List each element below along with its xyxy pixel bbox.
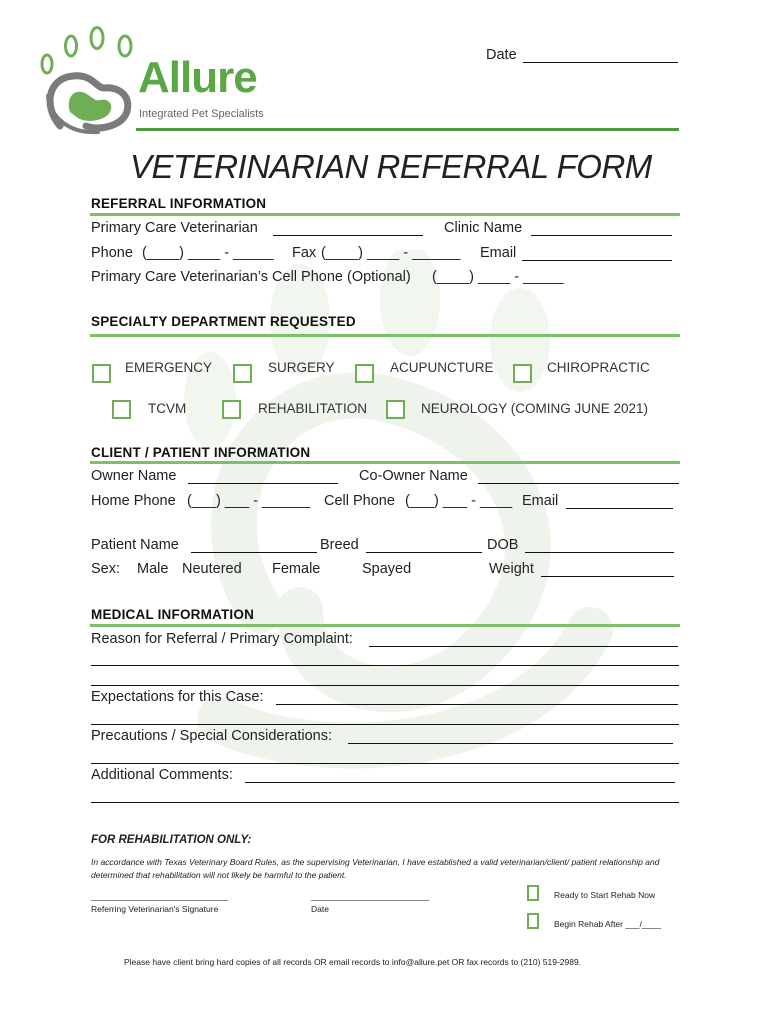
chiropractic-label: CHIROPRACTIC: [547, 360, 650, 375]
ready-now-label: Ready to Start Rehab Now: [554, 890, 656, 900]
cell-phone-label: Cell Phone: [324, 493, 395, 509]
rehab-statement: In accordance with Texas Veterinary Board Rules, as the supervising Veterinarian, I have established a valid veterinarian/client/ patient relationship and determined that rehabilitation will not likely be harmful to the patient.: [91, 857, 660, 880]
home-phone-field[interactable]: (___) ___ - ______: [187, 493, 311, 509]
coowner-field[interactable]: [478, 483, 679, 484]
precautions-field-line[interactable]: [91, 763, 679, 764]
precautions-label: Precautions / Special Considerations:: [91, 728, 332, 744]
clinic-field[interactable]: [531, 235, 672, 236]
section-rule: [90, 334, 680, 337]
patient-name-field[interactable]: [191, 552, 317, 553]
acupuncture-checkbox[interactable]: [355, 364, 374, 383]
rehab-date-field[interactable]: _________________________: [311, 891, 430, 901]
coowner-label: Co-Owner Name: [359, 468, 468, 484]
section-rule: [90, 213, 680, 216]
client-email-label: Email: [522, 493, 559, 509]
reason-label: Reason for Referral / Primary Complaint:: [91, 631, 353, 647]
date-label: Date: [486, 47, 517, 63]
footer-text-after: OR fax records to (210) 519-2989.: [451, 957, 582, 967]
dob-field[interactable]: [525, 552, 674, 553]
fax-label: Fax: [292, 245, 317, 261]
allure-paw-logo: [38, 26, 143, 138]
pcv-label: Primary Care Veterinarian: [91, 220, 258, 236]
section-rule: [90, 461, 680, 464]
footer-note: [124, 957, 581, 967]
emergency-label: EMERGENCY: [125, 360, 213, 375]
sex-spayed-option[interactable]: Spayed: [362, 561, 412, 577]
weight-field[interactable]: [541, 576, 674, 577]
rehab-date-label: Date: [311, 904, 329, 914]
begin-after-label: Begin Rehab After ___/____: [554, 919, 661, 929]
dob-label: DOB: [487, 537, 519, 553]
client-heading: CLIENT / PATIENT INFORMATION: [91, 445, 311, 460]
breed-label: Breed: [320, 537, 359, 553]
acupuncture-label: ACUPUNCTURE: [390, 360, 494, 375]
footer-text-before: Please have client bring hard copies of all records OR email records to: [124, 957, 390, 967]
comments-field-line[interactable]: [91, 802, 679, 803]
surgery-checkbox[interactable]: [233, 364, 252, 383]
rehabilitation-checkbox[interactable]: [222, 400, 241, 419]
tcvm-label: TCVM: [148, 401, 187, 416]
begin-after-checkbox[interactable]: [527, 913, 539, 929]
pcv-field[interactable]: [273, 235, 423, 236]
email-label: Email: [480, 245, 517, 261]
medical-heading: MEDICAL INFORMATION: [91, 607, 255, 622]
cell-phone-field[interactable]: (___) ___ - ____: [405, 493, 513, 509]
expectations-field[interactable]: [276, 704, 678, 705]
surgery-label: SURGERY: [268, 360, 335, 375]
owner-label: Owner Name: [91, 468, 177, 484]
reason-field[interactable]: [369, 646, 678, 647]
fax-field[interactable]: (____) ____ - ______: [321, 245, 461, 261]
email-field[interactable]: [522, 260, 672, 261]
precautions-field[interactable]: [348, 743, 673, 744]
pcv-cell-label: Primary Care Veterinarian’s Cell Phone (Optional): [91, 269, 411, 285]
sex-neutered-option[interactable]: Neutered: [182, 561, 242, 577]
ready-now-checkbox[interactable]: [527, 885, 539, 901]
section-rule: [90, 624, 680, 627]
emergency-checkbox[interactable]: [92, 364, 111, 383]
rehab-heading: FOR REHABILITATION ONLY:: [91, 834, 252, 846]
form-title: VETERINARIAN REFERRAL FORM: [130, 148, 652, 185]
referral-heading: REFERRAL INFORMATION: [91, 196, 267, 211]
rehabilitation-label: REHABILITATION: [258, 401, 368, 416]
neurology-checkbox[interactable]: [386, 400, 405, 419]
expectations-label: Expectations for this Case:: [91, 689, 264, 705]
weight-label: Weight: [489, 561, 534, 577]
pcv-cell-field[interactable]: (____) ____ - _____: [432, 269, 564, 285]
date-field[interactable]: [523, 62, 678, 63]
expectations-field-line[interactable]: [91, 724, 679, 725]
specialty-heading: SPECIALTY DEPARTMENT REQUESTED: [91, 314, 356, 329]
sex-male-option[interactable]: Male: [137, 561, 169, 577]
comments-field[interactable]: [245, 782, 675, 783]
clinic-label: Clinic Name: [444, 220, 523, 236]
breed-field[interactable]: [366, 552, 482, 553]
home-phone-label: Home Phone: [91, 493, 176, 509]
sex-female-option[interactable]: Female: [272, 561, 321, 577]
tcvm-checkbox[interactable]: [112, 400, 131, 419]
comments-label: Additional Comments:: [91, 767, 233, 783]
reason-field-line[interactable]: [91, 665, 679, 666]
logo-tagline: Integrated Pet Specialists: [139, 108, 264, 120]
patient-name-label: Patient Name: [91, 537, 179, 553]
sex-label: Sex:: [91, 561, 121, 577]
phone-field[interactable]: (____) ____ - _____: [142, 245, 274, 261]
signature-field[interactable]: _____________________________: [91, 891, 229, 901]
signature-label: Referring Veterinarian's Signature: [91, 904, 219, 914]
client-email-field[interactable]: [566, 508, 673, 509]
owner-field[interactable]: [188, 483, 338, 484]
header-rule: [136, 128, 679, 131]
chiropractic-checkbox[interactable]: [513, 364, 532, 383]
reason-field-line[interactable]: [91, 685, 679, 686]
neurology-label: NEUROLOGY (COMING JUNE 2021): [421, 401, 649, 416]
logo-wordmark: Allure: [138, 53, 257, 102]
footer-email-link[interactable]: info@allure.pet: [391, 957, 450, 967]
phone-label: Phone: [91, 245, 133, 261]
